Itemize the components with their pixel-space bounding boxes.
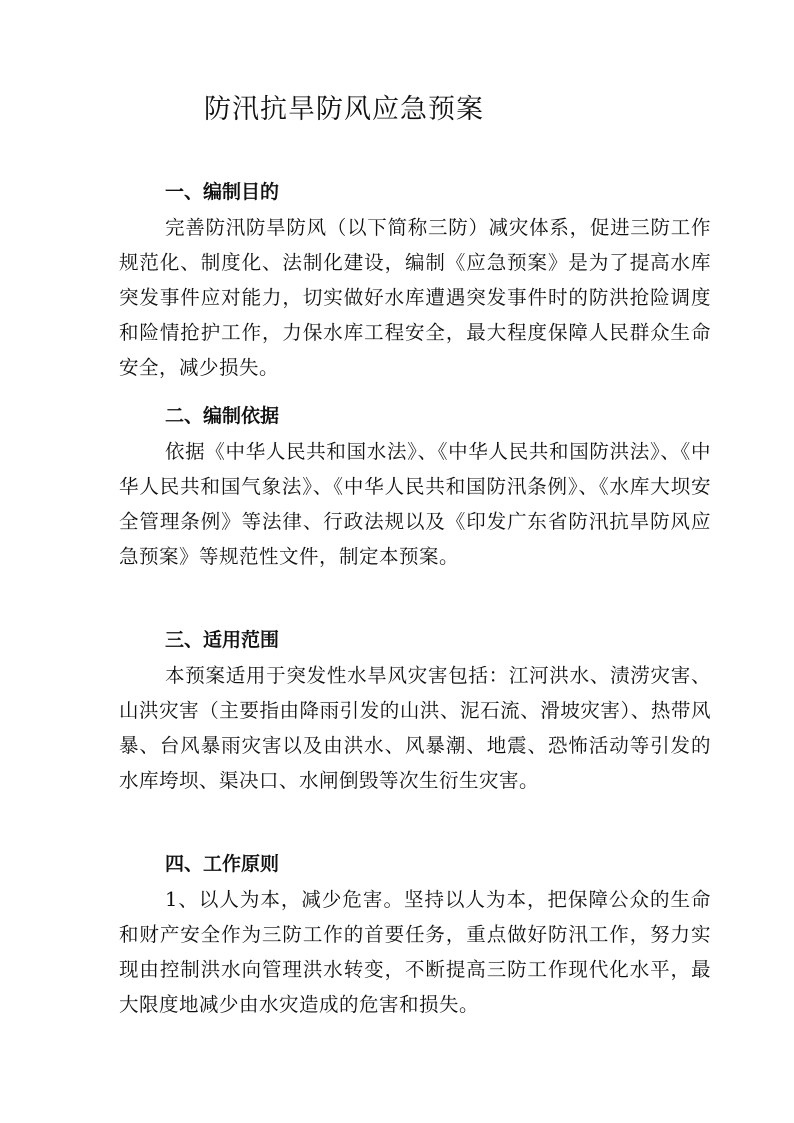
- section-heading-scope: 三、适用范围: [165, 629, 280, 651]
- section-paragraph-basis: 依据《中华人民共和国水法》、《中华人民共和国防洪法》、《中华人民共和国气象法》、《中华人民共和国防汛条例》、《水库大坝安全管理条例》等法律、行政法规以及《印发广东省防汛抗旱防风应急预案》等规范性文件，制定本预案。: [119, 440, 711, 568]
- section-paragraph-principles: 1、以人为本，减少危害。坚持以人为本，把保障公众的生命和财产安全作为三防工作的首要任务，重点做好防汛工作，努力实现由控制洪水向管理洪水转变，不断提高三防工作现代化水平，最大限度地减少由水灾造成的危害和损失。: [119, 888, 711, 1016]
- section-heading-principles: 四、工作原则: [165, 853, 280, 875]
- section-paragraph-scope: 本预案适用于突发性水旱风灾害包括：江河洪水、渍涝灾害、山洪灾害（主要指由降雨引发的山洪、泥石流、滑坡灾害）、热带风暴、台风暴雨灾害以及由洪水、风暴潮、地震、恐怖活动等引发的水库垮坝、渠决口、水闸倒毁等次生衍生灾害。: [119, 664, 711, 792]
- document-title: 防汛抗旱防风应急预案: [204, 94, 484, 125]
- section-heading-purpose: 一、编制目的: [165, 181, 280, 203]
- section-paragraph-purpose: 完善防汛防旱防风（以下简称三防）减灾体系，促进三防工作规范化、制度化、法制化建设，编制《应急预案》是为了提高水库突发事件应对能力，切实做好水库遭遇突发事件时的防洪抢险调度和险情抢护工作，力保水库工程安全，最大程度保障人民群众生命安全，减少损失。: [119, 216, 711, 379]
- section-heading-basis: 二、编制依据: [165, 405, 280, 427]
